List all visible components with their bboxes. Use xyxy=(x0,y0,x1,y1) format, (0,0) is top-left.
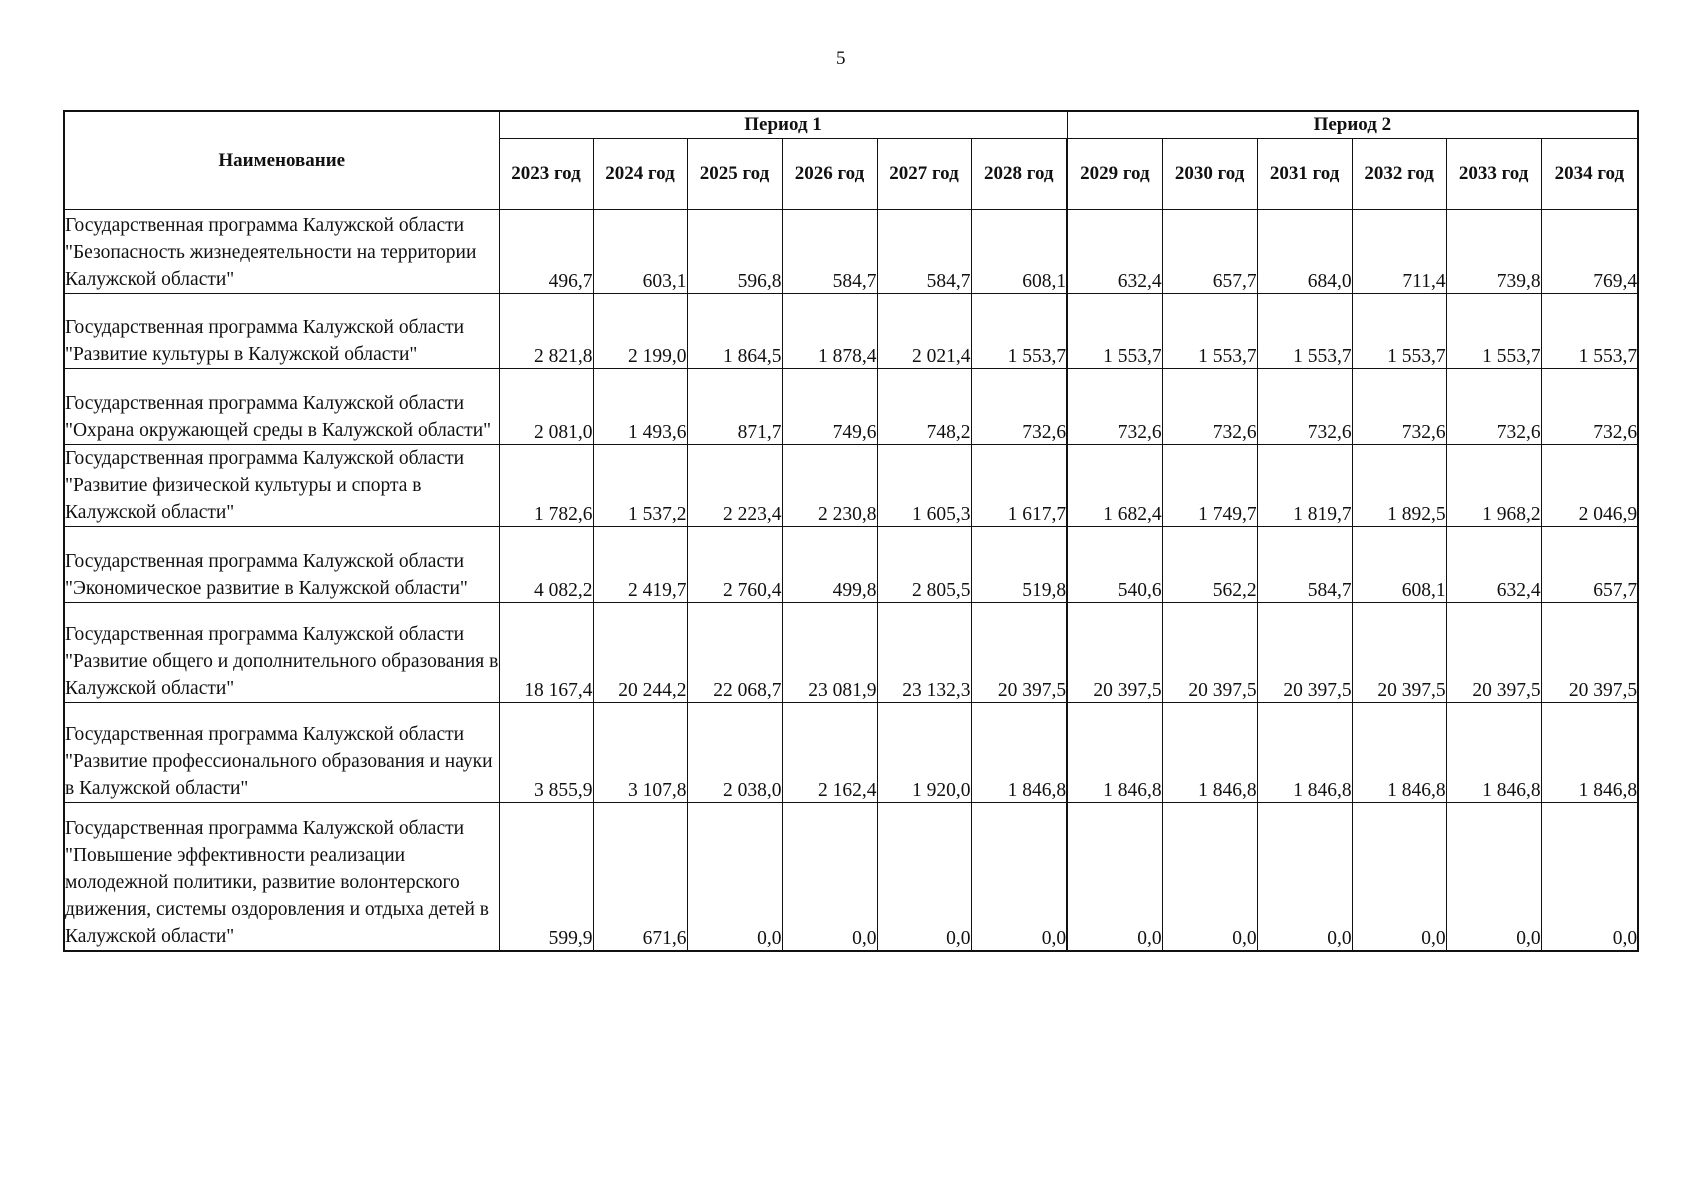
table-body xyxy=(64,210,1638,951)
value-cell: 749,6 xyxy=(782,369,877,445)
value-cell: 732,6 xyxy=(1067,369,1162,445)
period-header-row xyxy=(64,111,1638,139)
value-cell: 732,6 xyxy=(1162,369,1257,445)
value-cell: 0,0 xyxy=(1067,803,1162,951)
program-name-cell: Государственная программа Калужской области "Развитие физической культуры и спорта в Калужской области" xyxy=(64,445,499,527)
program-name-cell: Государственная программа Калужской области "Развитие культуры в Калужской области" xyxy=(64,294,499,369)
table-row xyxy=(64,803,1638,951)
table-row xyxy=(64,210,1638,294)
value-cell: 519,8 xyxy=(971,527,1067,603)
value-cell: 1 846,8 xyxy=(1446,703,1541,803)
value-cell: 1 846,8 xyxy=(1352,703,1446,803)
value-cell: 0,0 xyxy=(782,803,877,951)
value-cell: 2 046,9 xyxy=(1541,445,1638,527)
value-cell: 2 199,0 xyxy=(593,294,687,369)
value-cell: 0,0 xyxy=(971,803,1067,951)
value-cell: 18 167,4 xyxy=(499,603,593,703)
value-cell: 540,6 xyxy=(1067,527,1162,603)
value-cell: 20 397,5 xyxy=(1446,603,1541,703)
value-cell: 2 760,4 xyxy=(687,527,782,603)
value-cell: 23 081,9 xyxy=(782,603,877,703)
year-header: 2026 год xyxy=(782,139,877,210)
period-1-header: Период 1 xyxy=(499,111,1067,139)
value-cell: 711,4 xyxy=(1352,210,1446,294)
value-cell: 1 605,3 xyxy=(877,445,971,527)
value-cell: 20 397,5 xyxy=(1257,603,1352,703)
value-cell: 739,8 xyxy=(1446,210,1541,294)
value-cell: 748,2 xyxy=(877,369,971,445)
budget-table xyxy=(63,110,1639,952)
program-name-cell: Государственная программа Калужской области "Развитие общего и дополнительного образования в Калужской области" xyxy=(64,603,499,703)
value-cell: 632,4 xyxy=(1067,210,1162,294)
value-cell: 2 081,0 xyxy=(499,369,593,445)
value-cell: 603,1 xyxy=(593,210,687,294)
value-cell: 23 132,3 xyxy=(877,603,971,703)
value-cell: 584,7 xyxy=(877,210,971,294)
value-cell: 2 805,5 xyxy=(877,527,971,603)
value-cell: 3 107,8 xyxy=(593,703,687,803)
year-header: 2032 год xyxy=(1352,139,1446,210)
value-cell: 22 068,7 xyxy=(687,603,782,703)
year-header: 2024 год xyxy=(593,139,687,210)
value-cell: 871,7 xyxy=(687,369,782,445)
table-row xyxy=(64,294,1638,369)
value-cell: 1 819,7 xyxy=(1257,445,1352,527)
year-header: 2030 год xyxy=(1162,139,1257,210)
value-cell: 1 553,7 xyxy=(1067,294,1162,369)
value-cell: 0,0 xyxy=(1352,803,1446,951)
value-cell: 1 864,5 xyxy=(687,294,782,369)
value-cell: 1 846,8 xyxy=(1067,703,1162,803)
value-cell: 1 846,8 xyxy=(1257,703,1352,803)
value-cell: 20 397,5 xyxy=(1541,603,1638,703)
value-cell: 20 397,5 xyxy=(971,603,1067,703)
value-cell: 2 162,4 xyxy=(782,703,877,803)
value-cell: 599,9 xyxy=(499,803,593,951)
value-cell: 1 537,2 xyxy=(593,445,687,527)
value-cell: 1 493,6 xyxy=(593,369,687,445)
value-cell: 1 846,8 xyxy=(1162,703,1257,803)
value-cell: 671,6 xyxy=(593,803,687,951)
period-2-header: Период 2 xyxy=(1067,111,1638,139)
year-header: 2029 год xyxy=(1067,139,1162,210)
year-header: 2025 год xyxy=(687,139,782,210)
value-cell: 20 397,5 xyxy=(1162,603,1257,703)
year-header: 2028 год xyxy=(971,139,1067,210)
program-name-cell: Государственная программа Калужской области "Экономическое развитие в Калужской области" xyxy=(64,527,499,603)
table-row xyxy=(64,703,1638,803)
value-cell: 1 553,7 xyxy=(1257,294,1352,369)
value-cell: 0,0 xyxy=(1446,803,1541,951)
year-header: 2031 год xyxy=(1257,139,1352,210)
value-cell: 1 617,7 xyxy=(971,445,1067,527)
table-row xyxy=(64,369,1638,445)
value-cell: 1 553,7 xyxy=(971,294,1067,369)
year-header: 2023 год xyxy=(499,139,593,210)
table-header xyxy=(64,111,1638,210)
value-cell: 20 244,2 xyxy=(593,603,687,703)
value-cell: 1 782,6 xyxy=(499,445,593,527)
table-row xyxy=(64,527,1638,603)
value-cell: 20 397,5 xyxy=(1067,603,1162,703)
value-cell: 1 749,7 xyxy=(1162,445,1257,527)
value-cell: 2 419,7 xyxy=(593,527,687,603)
value-cell: 1 553,7 xyxy=(1446,294,1541,369)
program-name-cell: Государственная программа Калужской области "Развитие профессионального образования и науки в Калужской области" xyxy=(64,703,499,803)
value-cell: 0,0 xyxy=(1162,803,1257,951)
value-cell: 2 021,4 xyxy=(877,294,971,369)
value-cell: 632,4 xyxy=(1446,527,1541,603)
value-cell: 1 878,4 xyxy=(782,294,877,369)
value-cell: 20 397,5 xyxy=(1352,603,1446,703)
value-cell: 1 892,5 xyxy=(1352,445,1446,527)
value-cell: 2 038,0 xyxy=(687,703,782,803)
program-name-cell: Государственная программа Калужской области "Безопасность жизнедеятельности на территории Калужской области" xyxy=(64,210,499,294)
value-cell: 584,7 xyxy=(1257,527,1352,603)
value-cell: 732,6 xyxy=(971,369,1067,445)
value-cell: 0,0 xyxy=(1257,803,1352,951)
year-header: 2034 год xyxy=(1541,139,1638,210)
year-header: 2033 год xyxy=(1446,139,1541,210)
value-cell: 3 855,9 xyxy=(499,703,593,803)
value-cell: 657,7 xyxy=(1162,210,1257,294)
value-cell: 732,6 xyxy=(1541,369,1638,445)
program-name-cell: Государственная программа Калужской области "Охрана окружающей среды в Калужской области" xyxy=(64,369,499,445)
value-cell: 496,7 xyxy=(499,210,593,294)
value-cell: 1 553,7 xyxy=(1352,294,1446,369)
value-cell: 4 082,2 xyxy=(499,527,593,603)
value-cell: 769,4 xyxy=(1541,210,1638,294)
value-cell: 732,6 xyxy=(1257,369,1352,445)
value-cell: 1 682,4 xyxy=(1067,445,1162,527)
value-cell: 1 553,7 xyxy=(1541,294,1638,369)
table-row xyxy=(64,603,1638,703)
value-cell: 2 223,4 xyxy=(687,445,782,527)
value-cell: 657,7 xyxy=(1541,527,1638,603)
value-cell: 562,2 xyxy=(1162,527,1257,603)
value-cell: 1 920,0 xyxy=(877,703,971,803)
value-cell: 584,7 xyxy=(782,210,877,294)
value-cell: 1 553,7 xyxy=(1162,294,1257,369)
value-cell: 684,0 xyxy=(1257,210,1352,294)
value-cell: 0,0 xyxy=(1541,803,1638,951)
value-cell: 1 846,8 xyxy=(971,703,1067,803)
value-cell: 0,0 xyxy=(687,803,782,951)
value-cell: 0,0 xyxy=(877,803,971,951)
name-column-header: Наименование xyxy=(64,111,499,210)
table-row xyxy=(64,445,1638,527)
value-cell: 1 846,8 xyxy=(1541,703,1638,803)
value-cell: 608,1 xyxy=(971,210,1067,294)
value-cell: 596,8 xyxy=(687,210,782,294)
value-cell: 732,6 xyxy=(1352,369,1446,445)
program-name-cell: Государственная программа Калужской области "Повышение эффективности реализации молодежной политики, развитие волонтерского движения, системы оздоровления и отдыха детей в Калужской области" xyxy=(64,803,499,951)
value-cell: 2 821,8 xyxy=(499,294,593,369)
value-cell: 499,8 xyxy=(782,527,877,603)
value-cell: 732,6 xyxy=(1446,369,1541,445)
value-cell: 2 230,8 xyxy=(782,445,877,527)
value-cell: 1 968,2 xyxy=(1446,445,1541,527)
value-cell: 608,1 xyxy=(1352,527,1446,603)
page-number: 5 xyxy=(836,48,846,69)
year-header: 2027 год xyxy=(877,139,971,210)
